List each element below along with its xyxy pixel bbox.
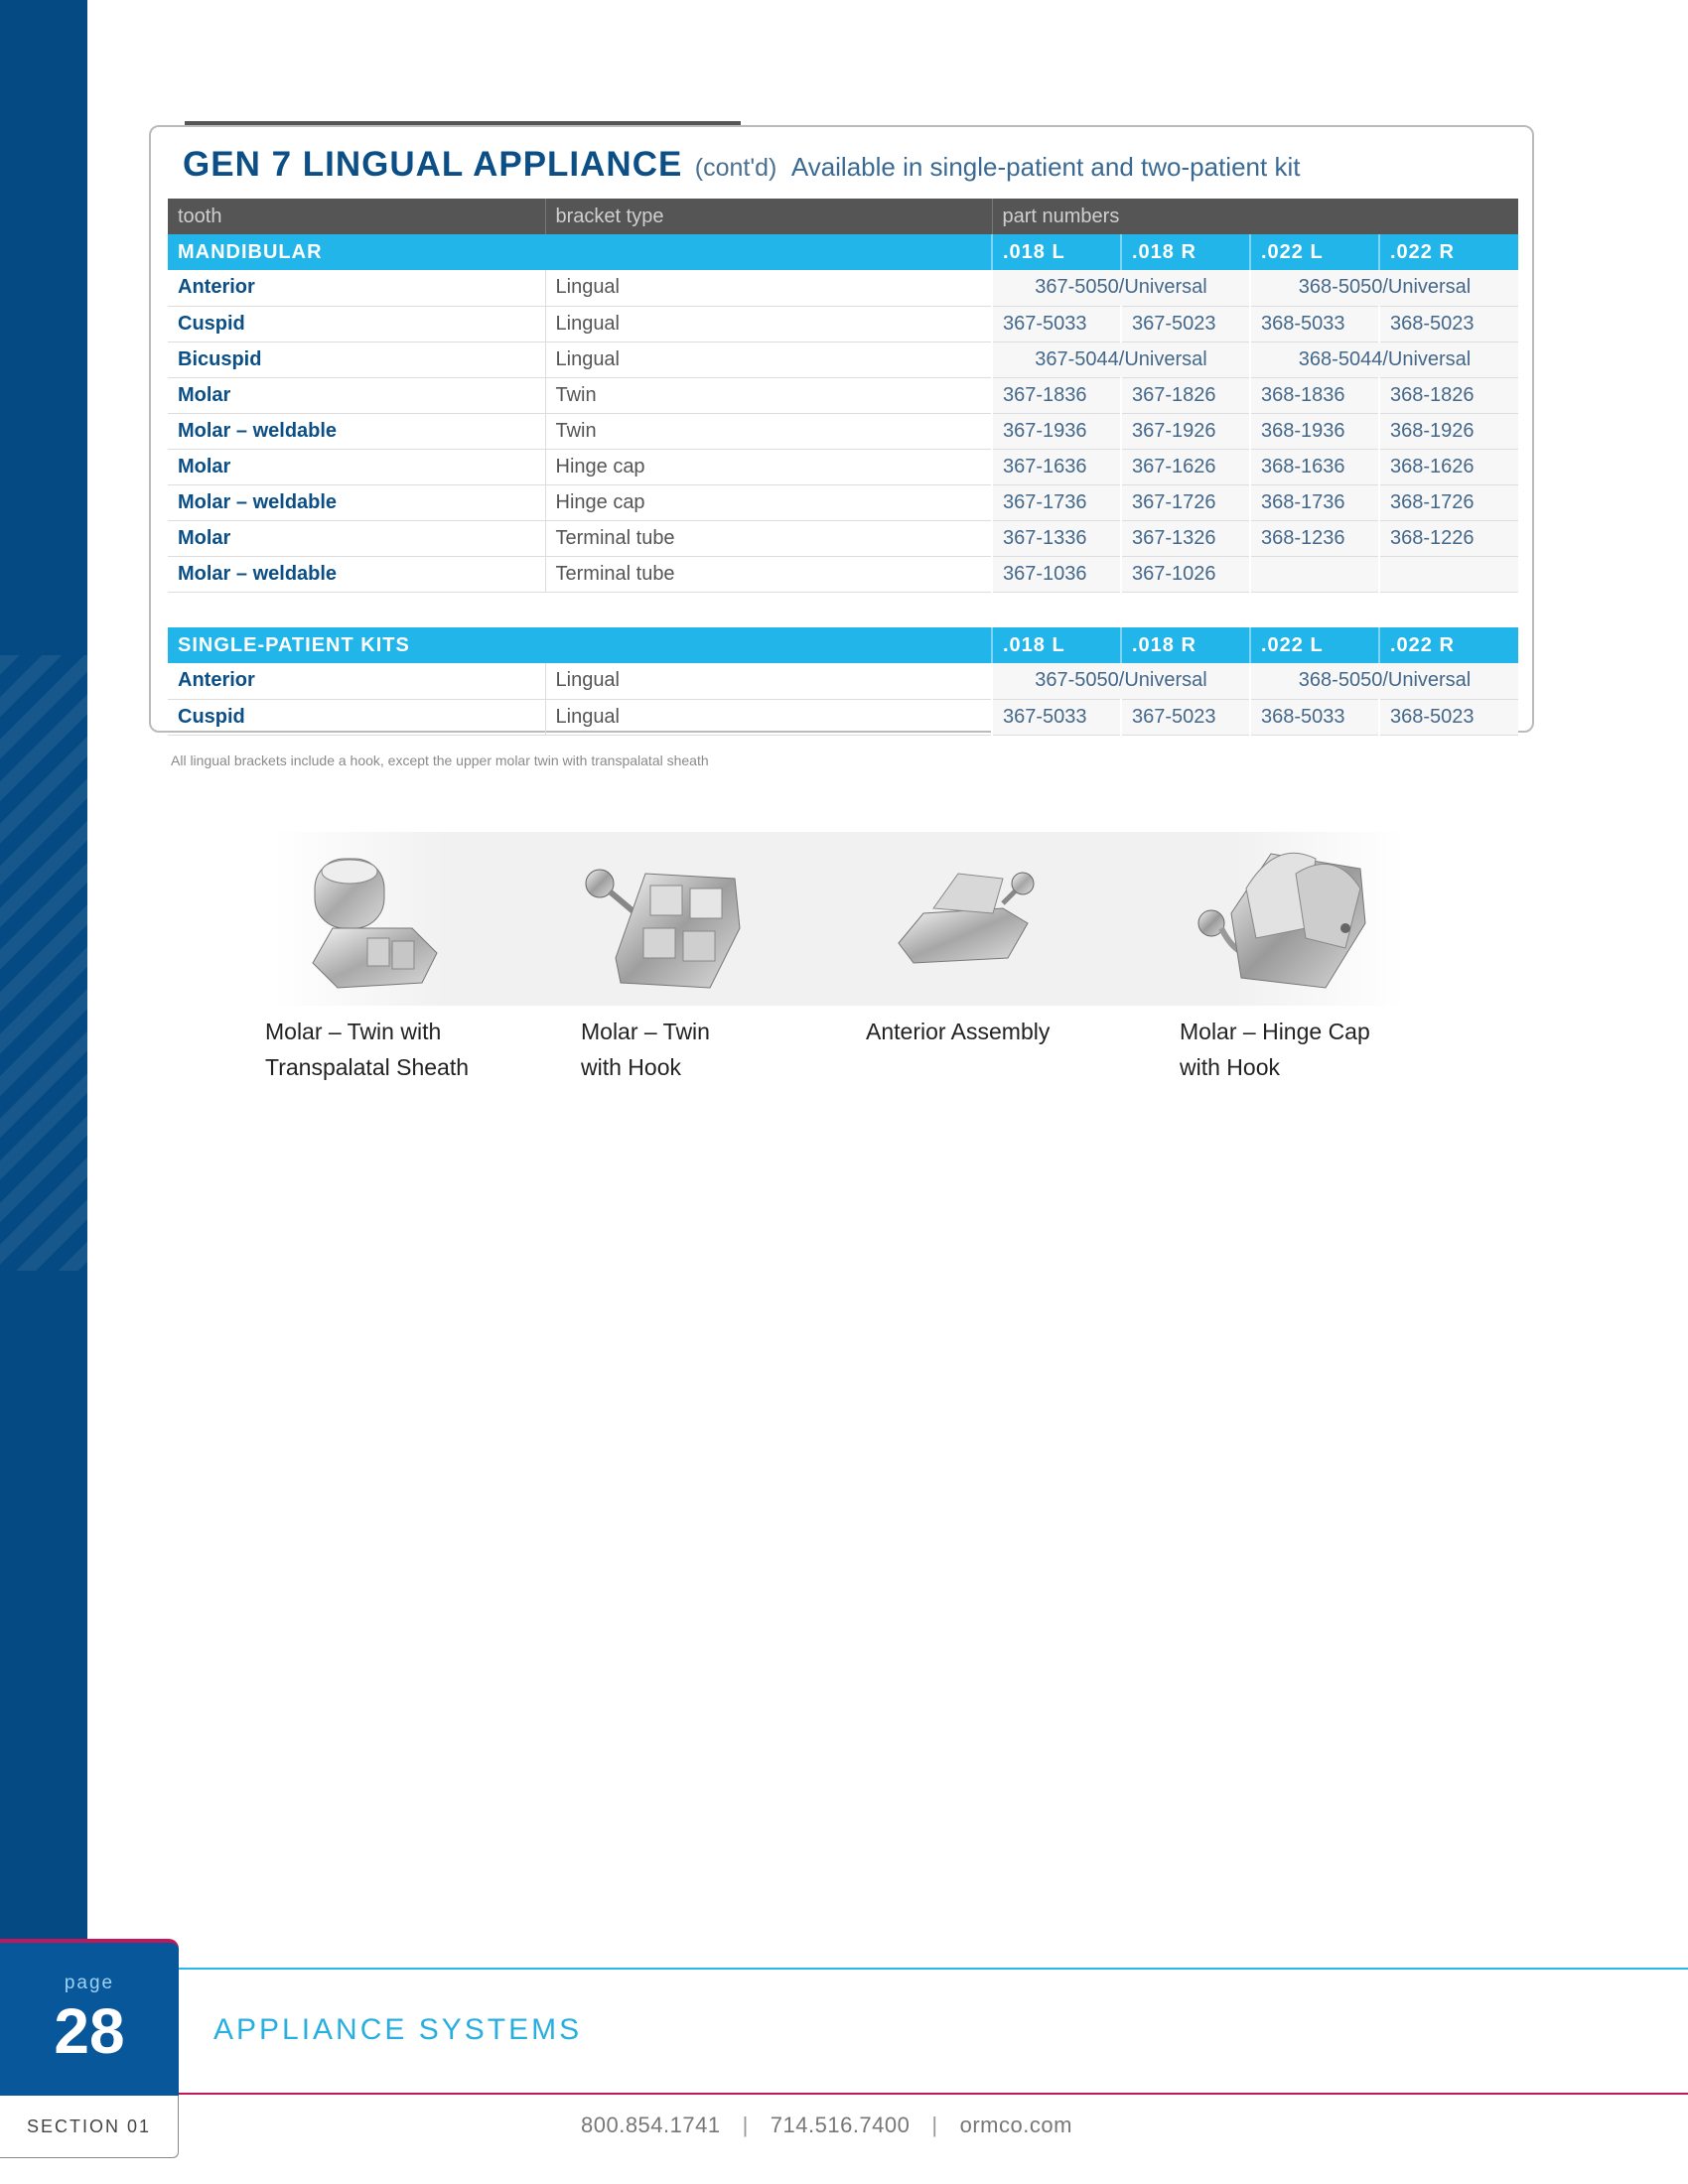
- part-number-cell: 368-5023: [1379, 699, 1518, 735]
- part-number-cell: 368-5023: [1379, 306, 1518, 341]
- part-number-cell: [1250, 556, 1379, 592]
- table-row: [168, 663, 1518, 699]
- size-header: .022 L: [1250, 627, 1379, 663]
- tooth-cell: Cuspid: [168, 306, 545, 341]
- tooth-cell: Molar: [168, 520, 545, 556]
- part-number-cell: [1379, 556, 1518, 592]
- part-number-cell: 367-1826: [1121, 377, 1250, 413]
- part-number-cell: 368-1836: [1250, 377, 1379, 413]
- part-number-cell: 367-5033: [992, 699, 1121, 735]
- side-color-bar: [0, 0, 87, 1941]
- section-blank: [545, 234, 992, 270]
- phone-number: 800.854.1741: [581, 2113, 721, 2137]
- tooth-cell: Molar: [168, 449, 545, 484]
- bracket-type-cell: Lingual: [545, 341, 992, 377]
- tooth-cell: Molar – weldable: [168, 484, 545, 520]
- size-header: .022 R: [1379, 234, 1518, 270]
- size-header: .022 L: [1250, 234, 1379, 270]
- caption-line-1: Molar – Twin with: [265, 1019, 442, 1044]
- part-number-cell: 367-1736: [992, 484, 1121, 520]
- molar-twin-sheath-bracket-icon: [293, 834, 452, 1003]
- tooth-cell: Anterior: [168, 663, 545, 699]
- part-number-cell: 367-1636: [992, 449, 1121, 484]
- phone-number: 714.516.7400: [770, 2113, 911, 2137]
- tooth-cell: Bicuspid: [168, 341, 545, 377]
- table-row: [168, 449, 1518, 484]
- section-row-mandibular: [168, 234, 1518, 270]
- size-header: .018 R: [1121, 627, 1250, 663]
- part-number-cell: 368-5050/Universal: [1250, 270, 1518, 306]
- bracket-type-cell: Twin: [545, 413, 992, 449]
- table-header-row: [168, 199, 1518, 234]
- size-header: .022 R: [1379, 627, 1518, 663]
- part-number-cell: 368-1636: [1250, 449, 1379, 484]
- header-tooth: tooth: [168, 199, 545, 234]
- part-number-cell: 367-1626: [1121, 449, 1250, 484]
- part-number-cell: 367-1926: [1121, 413, 1250, 449]
- part-number-cell: 367-1726: [1121, 484, 1250, 520]
- page-label: page: [64, 1973, 115, 1993]
- part-number-cell: 368-5044/Universal: [1250, 341, 1518, 377]
- section-name: SINGLE-PATIENT KITS: [168, 627, 545, 663]
- tooth-cell: Molar: [168, 377, 545, 413]
- product-table-card: [149, 125, 1534, 733]
- caption-line-2: with Hook: [1180, 1054, 1280, 1080]
- table-row: [168, 270, 1518, 306]
- part-number-cell: 367-5023: [1121, 306, 1250, 341]
- tooth-cell: Molar – weldable: [168, 556, 545, 592]
- part-number-cell: 367-5050/Universal: [992, 270, 1250, 306]
- part-number-cell: 367-1326: [1121, 520, 1250, 556]
- part-number-cell: 367-1026: [1121, 556, 1250, 592]
- website-link[interactable]: ormco.com: [959, 2113, 1072, 2137]
- section-row-single-patient-kits: [168, 627, 1518, 663]
- table-spacer: [168, 592, 1518, 627]
- part-number-cell: 368-5050/Universal: [1250, 663, 1518, 699]
- tooth-cell: Cuspid: [168, 699, 545, 735]
- caption-line-1: Molar – Hinge Cap: [1180, 1019, 1370, 1044]
- table-row: [168, 556, 1518, 592]
- card-title-main: GEN 7 LINGUAL APPLIANCE: [183, 145, 683, 184]
- part-number-cell: 367-1836: [992, 377, 1121, 413]
- bracket-type-cell: Twin: [545, 377, 992, 413]
- page-number: 28: [54, 1995, 125, 2067]
- table-row: [168, 413, 1518, 449]
- footer-divider-top: [179, 1968, 1688, 1970]
- part-number-cell: 367-5050/Universal: [992, 663, 1250, 699]
- caption-line-1: Molar – Twin: [581, 1019, 710, 1044]
- table-row: [168, 341, 1518, 377]
- caption-line-2: Transpalatal Sheath: [265, 1054, 470, 1080]
- section-name: MANDIBULAR: [168, 234, 545, 270]
- table-row: [168, 306, 1518, 341]
- section-blank: [545, 627, 992, 663]
- bracket-type-cell: Terminal tube: [545, 520, 992, 556]
- size-header: .018 R: [1121, 234, 1250, 270]
- table-row: [168, 520, 1518, 556]
- part-number-cell: 368-1936: [1250, 413, 1379, 449]
- part-number-cell: 368-1626: [1379, 449, 1518, 484]
- header-bracket-type: bracket type: [545, 199, 992, 234]
- part-number-cell: 367-1936: [992, 413, 1121, 449]
- table-row: [168, 484, 1518, 520]
- bracket-type-cell: Hinge cap: [545, 484, 992, 520]
- part-number-cell: 368-1236: [1250, 520, 1379, 556]
- footer-divider-bottom: [179, 2093, 1688, 2095]
- footnote: All lingual brackets include a hook, except the upper molar twin with transpalatal sheath: [171, 752, 709, 768]
- tooth-cell: Anterior: [168, 270, 545, 306]
- card-availability: Available in single-patient and two-patient kit: [790, 152, 1301, 182]
- header-part-numbers: part numbers: [992, 199, 1518, 234]
- size-header: .018 L: [992, 627, 1121, 663]
- size-header: .018 L: [992, 234, 1121, 270]
- product-caption: [866, 1014, 1050, 1049]
- part-number-cell: 367-5044/Universal: [992, 341, 1250, 377]
- footer-title: APPLIANCE SYSTEMS: [213, 2013, 583, 2046]
- footer-contact: [581, 2113, 1072, 2138]
- card-title: [183, 145, 1300, 185]
- bracket-type-cell: Lingual: [545, 699, 992, 735]
- page-number-badge: [0, 1939, 179, 2096]
- part-number-cell: 368-1726: [1379, 484, 1518, 520]
- bracket-type-cell: Terminal tube: [545, 556, 992, 592]
- part-number-cell: 367-1036: [992, 556, 1121, 592]
- product-caption: [581, 1014, 710, 1085]
- table-row: [168, 377, 1518, 413]
- part-number-cell: 368-1826: [1379, 377, 1518, 413]
- table-row: [168, 699, 1518, 735]
- separator: |: [742, 2113, 749, 2137]
- separator: |: [931, 2113, 938, 2137]
- part-number-cell: 368-1736: [1250, 484, 1379, 520]
- molar-hinge-cap-bracket-icon: [1187, 829, 1385, 1003]
- side-stripe-pattern: [0, 655, 87, 1271]
- bracket-type-cell: Lingual: [545, 663, 992, 699]
- section-label: SECTION 01: [0, 2096, 179, 2158]
- tooth-cell: Molar – weldable: [168, 413, 545, 449]
- caption-line-2: with Hook: [581, 1054, 681, 1080]
- product-caption: [265, 1014, 469, 1085]
- part-numbers-table: [168, 199, 1518, 736]
- part-number-cell: 367-5023: [1121, 699, 1250, 735]
- bracket-type-cell: Hinge cap: [545, 449, 992, 484]
- part-number-cell: 368-5033: [1250, 306, 1379, 341]
- bracket-type-cell: Lingual: [545, 306, 992, 341]
- part-number-cell: 368-5033: [1250, 699, 1379, 735]
- anterior-assembly-bracket-icon: [894, 854, 1053, 983]
- product-caption: [1180, 1014, 1370, 1085]
- part-number-cell: 367-5033: [992, 306, 1121, 341]
- card-title-cont: (cont'd): [694, 154, 777, 182]
- part-number-cell: 367-1336: [992, 520, 1121, 556]
- caption-line-1: Anterior Assembly: [866, 1019, 1051, 1044]
- part-number-cell: 368-1226: [1379, 520, 1518, 556]
- bracket-type-cell: Lingual: [545, 270, 992, 306]
- card-accent-line: [185, 121, 741, 125]
- part-number-cell: 368-1926: [1379, 413, 1518, 449]
- molar-twin-hook-bracket-icon: [576, 834, 755, 1003]
